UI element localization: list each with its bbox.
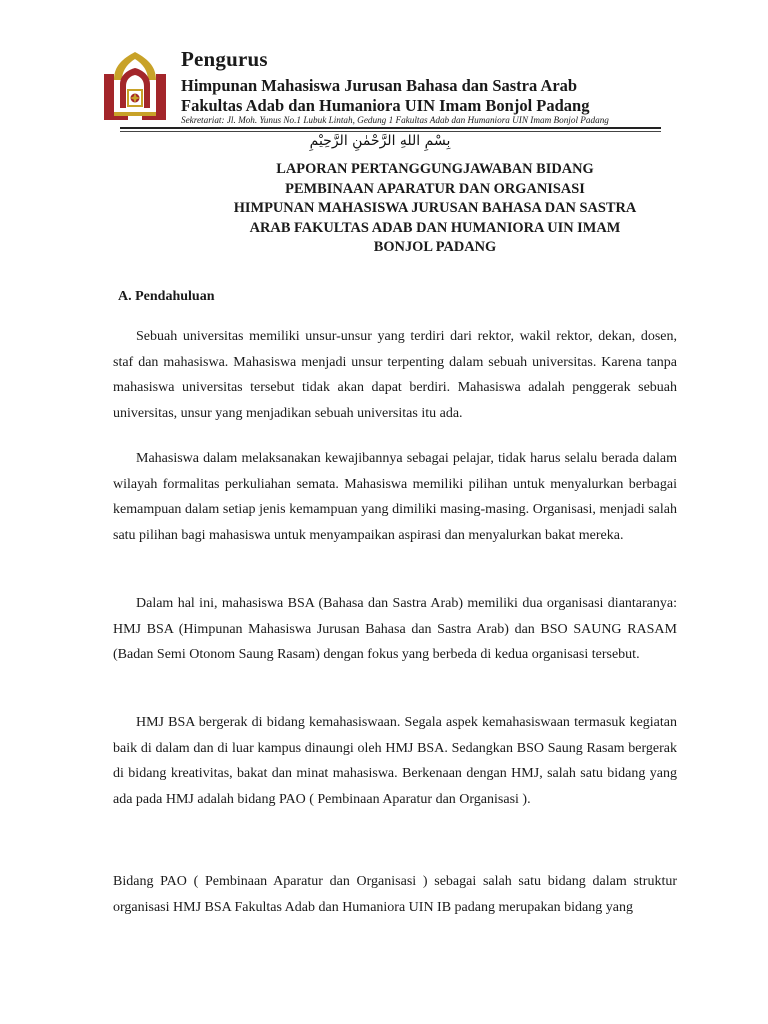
paragraph	[113, 591, 677, 668]
header-divider-thick	[120, 127, 661, 129]
report-title-line: ARAB FAKULTAS ADAB DAN HUMANIORA UIN IMAM	[249, 219, 621, 236]
report-title-line: PEMBINAAN APARATUR DAN ORGANISASI	[285, 180, 585, 197]
secretariat-address: Sekretariat: Jl. Moh. Yunus No.1 Lubuk Lintah, Gedung 1 Fakultas Adab dan Humaniora UIN Imam Bonjol Padang	[181, 115, 609, 125]
paragraph-text: HMJ BSA bergerak di bidang kemahasiswaan. Segala aspek kemahasiswaan termasuk kegiatan baik di dalam dan di luar kampus dinaungi oleh HMJ BSA. Sedangkan BSO Saung Rasam bergerak di bidang kreativitas, bakat dan minat mahasiswa. Berkenaan dengan HMJ, salah satu bidang yang ada pada HMJ adalah bidang PAO ( Pembinaan Aparatur dan Organisasi ).	[113, 715, 677, 807]
section-heading: A. Pendahuluan	[118, 289, 215, 304]
paragraph-text: Mahasiswa dalam melaksanakan kewajibannya sebagai pelajar, tidak harus selalu berada dalam wilayah formalitas perkuliahan semata. Mahasiswa memiliki pilihan untuk menyalurkan berbagai kemampuan dalam setiap jenis kemampuan yang dimiliki masing-masing. Organisasi, menjadi salah satu pilihan bagi mahasiswa untuk menyampaikan aspirasi dan menyalurkan bakat mereka.	[113, 451, 677, 543]
faculty-name: Fakultas Adab dan Humaniora UIN Imam Bonjol Padang	[181, 96, 590, 115]
paragraph-text: Dalam hal ini, mahasiswa BSA (Bahasa dan Sastra Arab) memiliki dua organisasi diantaranya: HMJ BSA (Himpunan Mahasiswa Jurusan Bahasa dan Sastra Arab) dan BSO SAUNG RASAM (Badan Semi Otonom Saung Rasam) dengan fokus yang berbeda di kedua organisasi tersebut.	[113, 596, 677, 662]
header-title: Pengurus	[181, 47, 268, 71]
organization-name: Himpunan Mahasiswa Jurusan Bahasa dan Sastra Arab	[181, 76, 578, 95]
paragraph	[113, 710, 677, 812]
header-divider-thin	[120, 131, 661, 132]
basmalah: بِسْمِ اللهِ الرَّحْمٰنِ الرَّحِيْمِ	[309, 133, 451, 149]
paragraph-text: Bidang PAO ( Pembinaan Aparatur dan Organisasi ) sebagai salah satu bidang dalam struktur organisasi HMJ BSA Fakultas Adab dan Humaniora UIN IB padang merupakan bidang yang	[113, 874, 677, 915]
paragraph	[113, 446, 677, 548]
report-title-line: HIMPUNAN MAHASISWA JURUSAN BAHASA DAN SASTRA	[233, 200, 637, 217]
paragraph-text: Sebuah universitas memiliki unsur-unsur yang terdiri dari rektor, wakil rektor, dekan, dosen, staf dan mahasiswa. Mahasiswa menjadi unsur terpenting dalam sebuah universitas. Karena tanpa mahasiswa universitas tersebut tidak akan dapat berdiri. Mahasiswa adalah penggerak sebuah universitas, unsur yang menjadikan sebuah universitas itu ada.	[113, 329, 677, 421]
report-title	[200, 160, 670, 258]
report-title-line: BONJOL PADANG	[373, 239, 497, 256]
organization-logo	[100, 50, 170, 124]
paragraph	[113, 324, 677, 426]
paragraph	[113, 869, 677, 920]
report-title-line: LAPORAN PERTANGGUNGJAWABAN BIDANG	[276, 161, 594, 177]
